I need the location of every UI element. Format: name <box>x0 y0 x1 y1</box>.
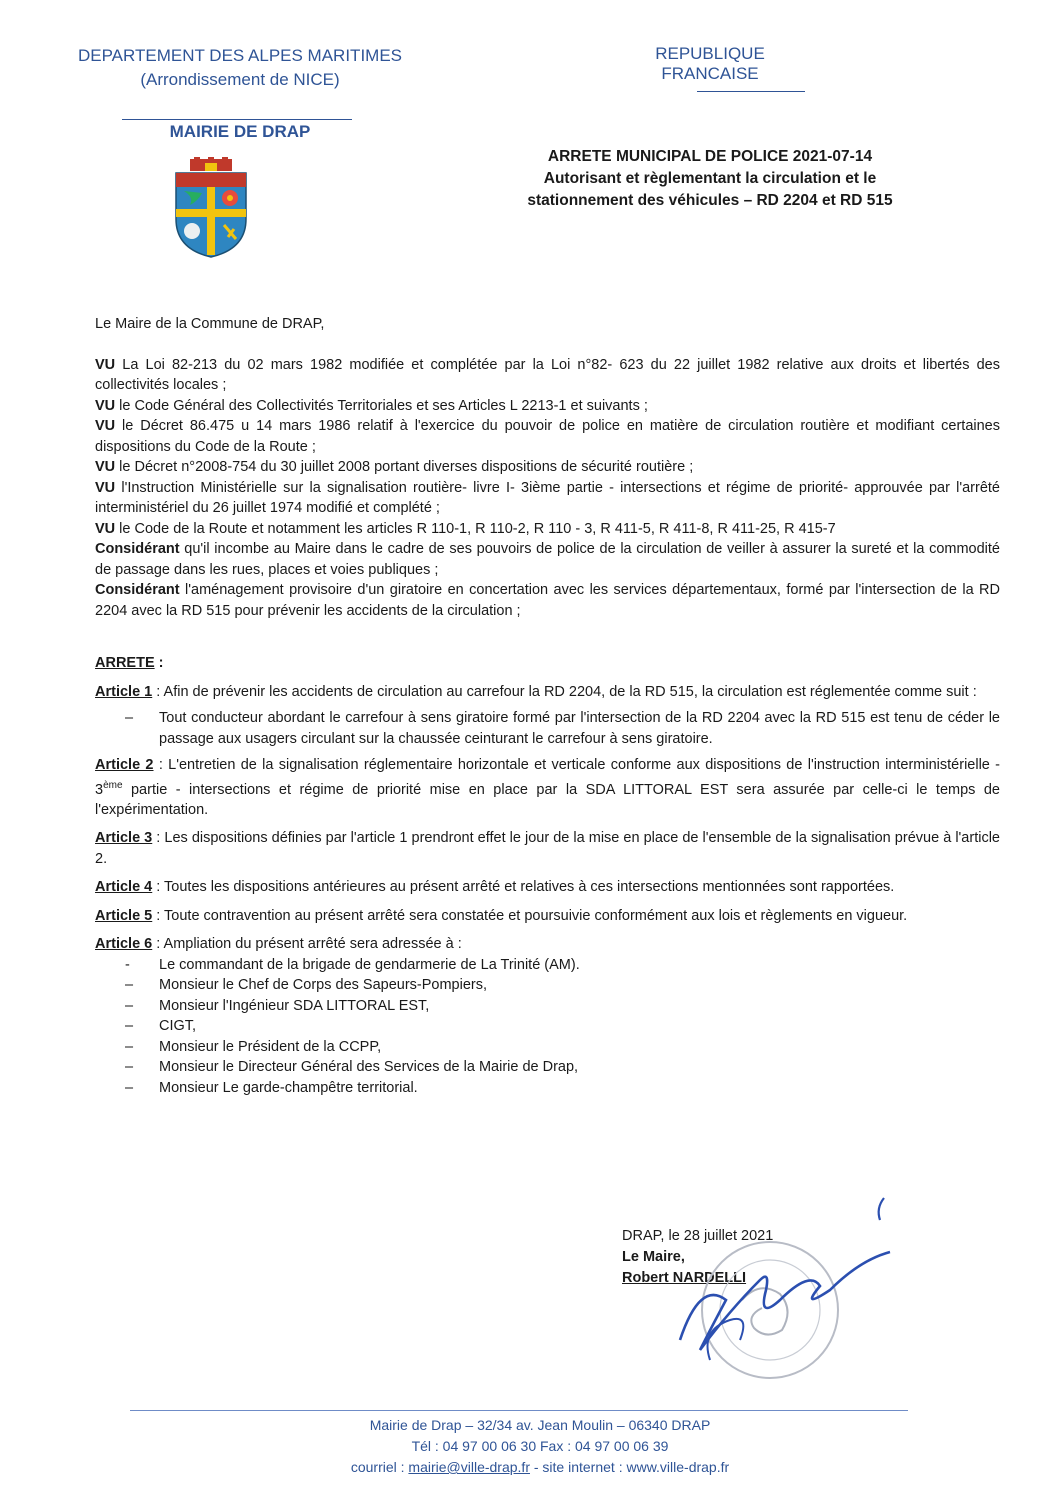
footer-divider <box>130 1410 908 1411</box>
consideration-5: VU l'Instruction Ministérielle sur la signalisation routière- livre I- 3ième partie - intersections et régime de priorité- approuvée par l'arrêté interministériel du 26 juillet 1974 modifié et complété ; <box>95 479 1000 516</box>
decree-subject-line2: stationnement des véhicules – RD 2204 et RD 515 <box>527 192 893 209</box>
consideration-1: VU La Loi 82-213 du 02 mars 1982 modifiée et complétée par la Loi n°82- 623 du 22 juillet 1982 relative aux droits et libertés des collectivités locales ; <box>95 356 1000 393</box>
consideration-8: Considérant l'aménagement provisoire d'un giratoire en concertation avec les services départementaux, formé par l'intersection de la RD 2204 avec la RD 515 pour prévenir les accidents de la circulation ; <box>95 582 1000 619</box>
article-4: Article 4 : Toutes les dispositions antérieures au présent arrêté et relatives à ces intersections mentionnées sont rapportées. <box>95 879 895 896</box>
list-item: – Monsieur le Chef de Corps des Sapeurs-Pompiers, <box>125 977 488 994</box>
article-6: Article 6 : Ampliation du présent arrêté sera adressée à : <box>95 936 462 953</box>
footer <box>130 1415 950 1478</box>
header-divider-right <box>697 91 805 92</box>
place-date: DRAP, le 28 juillet 2021 <box>622 1228 774 1244</box>
consideration-3: VU le Décret 86.475 u 14 mars 1986 relatif à l'exercice du pouvoir de police en matière de circulation routière et modifiant certaines dispositions du Code de la Route ; <box>95 418 1000 455</box>
article-1: Article 1 : Afin de prévenir les accidents de circulation au carrefour la RD 2204, de la RD 515, la circulation est réglementée comme suit : <box>95 683 977 700</box>
recipient-list <box>95 955 1000 1099</box>
header-divider-left <box>122 119 352 120</box>
article-1-bullet: – Tout conducteur abordant le carrefour à sens giratoire formé par l'intersection de la RD 2204 avec la RD 515 est tenu de céder le passage aux usagers circulant sur la chaussée ceinturant le carrefour à sens giratoire. <box>125 710 1000 747</box>
signer-role: Le Maire, <box>622 1249 685 1265</box>
footer-phone-fax: Tél : 04 97 00 06 30 Fax : 04 97 00 06 39 <box>411 1438 669 1454</box>
consideration-4: VU le Décret n°2008-754 du 30 juillet 2008 portant diverses dispositions de sécurité routière ; <box>95 459 694 475</box>
arrondissement: (Arrondissement de NICE) <box>140 70 340 89</box>
decree-title <box>470 146 950 212</box>
email-link[interactable]: mairie@ville-drap.fr <box>408 1459 530 1475</box>
department-header <box>40 44 440 92</box>
list-item: - Le commandant de la brigade de gendarmerie de La Trinité (AM). <box>125 956 580 973</box>
list-item: – Monsieur le Directeur Général des Services de la Mairie de Drap, <box>125 1059 579 1076</box>
article-5: Article 5 : Toute contravention au présent arrêté sera constatée et poursuivie conformément aux lois et règlements en vigueur. <box>95 907 908 924</box>
list-item: – Monsieur l'Ingénieur SDA LITTORAL EST, <box>125 997 430 1014</box>
consideration-7: Considérant qu'il incombe au Maire dans le cadre de ses pouvoirs de police de la circulation de veiller à assurer la sureté et la commodité de passage dans les rues, places et voies publiques ; <box>95 541 1000 578</box>
official-stamp-and-signature <box>670 1190 910 1410</box>
list-item: – Monsieur le Président de la CCPP, <box>125 1038 382 1055</box>
article-3: Article 3 : Les dispositions définies par l'article 1 prendront effet le jour de la mise en place de l'ensemble de la signalisation prévue à l'article 2. <box>95 830 1000 867</box>
footer-contact: courriel : mairie@ville-drap.fr - site internet : www.ville-drap.fr <box>350 1459 730 1475</box>
mairie-name: MAIRIE DE DRAP <box>169 122 311 141</box>
consideration-2: VU le Code Général des Collectivités Territoriales et ses Articles L 2213-1 et suivants ; <box>95 397 648 414</box>
decree-subject-line1: Autorisant et règlementant la circulation et le <box>543 170 877 187</box>
considerations <box>95 355 1000 622</box>
republic-name: REPUBLIQUE FRANCAISE <box>655 44 765 83</box>
list-item: – Monsieur Le garde-champêtre territorial. <box>125 1079 418 1096</box>
arrete-heading: ARRETE : <box>95 655 164 671</box>
decree-number: ARRETE MUNICIPAL DE POLICE 2021-07-14 <box>547 148 873 165</box>
decree-body <box>95 314 1000 1098</box>
signer-name: Robert NARDELLI <box>622 1270 747 1286</box>
intro: Le Maire de la Commune de DRAP, <box>95 316 325 332</box>
consideration-6: VU le Code de la Route et notamment les articles R 110-1, R 110-2, R 110 - 3, R 411-5, R 411-8, R 411-25, R 415-7 <box>95 520 836 537</box>
footer-address: Mairie de Drap – 32/34 av. Jean Moulin – 06340 DRAP <box>369 1417 711 1433</box>
department-name: DEPARTEMENT DES ALPES MARITIMES <box>77 46 403 65</box>
article-2: Article 2 : L'entretien de la signalisation réglementaire horizontale et verticale conforme aux dispositions de l'instruction interministérielle - 3ème partie - intersections et régime de priorité mise en place par la SDA LITTORAL EST sera assurée par celle-ci le temps de l'expérimentation. <box>95 757 1000 818</box>
coat-of-arms-logo <box>172 157 250 259</box>
list-item: – CIGT, <box>125 1018 197 1035</box>
